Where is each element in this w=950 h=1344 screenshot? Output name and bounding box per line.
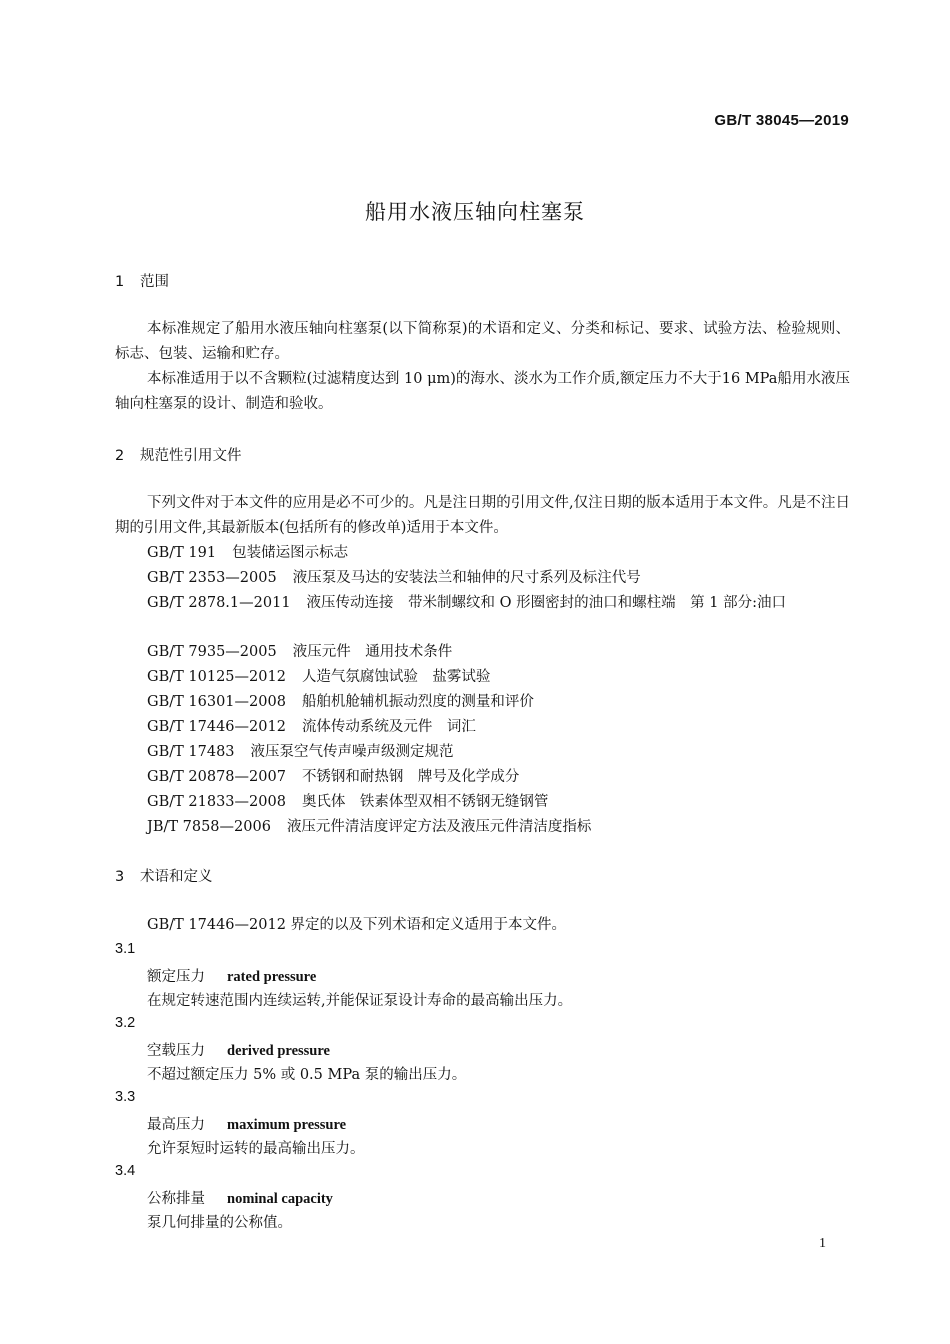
term-name-cn: 公称排量 [147, 1191, 205, 1207]
reference-code: GB/T 17483 [147, 744, 235, 760]
term-name-en: maximum pressure [227, 1117, 347, 1133]
reference-code: GB/T 21833—2008 [147, 794, 286, 810]
section-number: 2 [115, 448, 125, 464]
reference-title: 流体传动系统及元件 词汇 [301, 719, 476, 735]
term-number: 3.1 [115, 941, 136, 957]
term-name [147, 1039, 330, 1060]
reference-item [147, 665, 490, 690]
section-2-intro: 下列文件对于本文件的应用是必不可少的。凡是注日期的引用文件,仅注日期的版本适用于本文件。凡是不注日期的引用文件,其最新版本(包括所有的修改单)适用于本文件。 [115, 495, 850, 536]
term-name-en: rated pressure [227, 969, 317, 985]
page-number: 1 [819, 1236, 826, 1251]
term-name-en: nominal capacity [227, 1191, 333, 1207]
reference-item [147, 690, 534, 715]
reference-code: GB/T 191 [147, 545, 217, 561]
term-definition: 在规定转速范围内连续运转,并能保证泵设计寿命的最高输出压力。 [147, 993, 573, 1009]
document-title: 船用水液压轴向柱塞泵 [365, 200, 585, 224]
reference-item [147, 640, 452, 665]
reference-title: 液压元件清洁度评定方法及液压元件清洁度指标 [286, 819, 592, 835]
section-3-heading [115, 865, 213, 886]
reference-title: 液压元件 通用技术条件 [292, 644, 453, 660]
term-name [147, 1187, 333, 1208]
reference-title: 液压泵空气传声噪声级测定规范 [250, 744, 454, 760]
reference-code: JB/T 7858—2006 [147, 819, 271, 835]
reference-item [147, 566, 641, 591]
term-name [147, 1113, 346, 1134]
reference-title: 船舶机舱辅机振动烈度的测量和评价 [301, 694, 534, 710]
term-number: 3.4 [115, 1163, 136, 1179]
section-title: 术语和定义 [140, 869, 213, 885]
reference-code: GB/T 2878.1—2011 [147, 595, 291, 611]
term-name-cn: 额定压力 [147, 969, 205, 985]
reference-code: GB/T 20878—2007 [147, 769, 286, 785]
section-title: 规范性引用文件 [140, 448, 242, 464]
term-name-en: derived pressure [227, 1043, 330, 1059]
section-title: 范围 [140, 274, 169, 290]
term-name [147, 965, 316, 986]
reference-code: GB/T 10125—2012 [147, 669, 286, 685]
reference-item [147, 765, 519, 790]
section-1-heading [115, 270, 169, 291]
reference-title: 液压泵及马达的安装法兰和轴伸的尺寸系列及标注代号 [292, 570, 641, 586]
reference-item [115, 591, 850, 616]
term-number: 3.3 [115, 1089, 136, 1105]
reference-item [147, 541, 348, 566]
term-definition: 泵几何排量的公称值。 [147, 1215, 292, 1231]
section-1-paragraph-1: 本标准规定了船用水液压轴向柱塞泵(以下简称泵)的术语和定义、分类和标记、要求、试验方法、检验规则、标志、包装、运输和贮存。 [115, 321, 850, 362]
reference-code: GB/T 17446—2012 [147, 719, 286, 735]
reference-title: 液压传动连接 带米制螺纹和 O 形圈密封的油口和螺柱端 第 1 部分:油口 [306, 595, 786, 611]
reference-item [147, 815, 591, 840]
standard-number: GB/T 38045—2019 [714, 112, 849, 129]
section-2-heading [115, 444, 242, 465]
section-1-paragraph-2: 本标准适用于以不含颗粒(过滤精度达到 10 μm)的海水、淡水为工作介质,额定压力不大于16 MPa船用水液压轴向柱塞泵的设计、制造和验收。 [115, 371, 850, 412]
reference-title: 包装储运图示标志 [232, 545, 349, 561]
term-definition: 允许泵短时运转的最高输出压力。 [147, 1141, 365, 1157]
section-3-intro: GB/T 17446—2012 界定的以及下列术语和定义适用于本文件。 [147, 917, 567, 933]
term-name-cn: 最高压力 [147, 1117, 205, 1133]
reference-code: GB/T 7935—2005 [147, 644, 277, 660]
reference-item [147, 715, 476, 740]
term-definition: 不超过额定压力 5% 或 0.5 MPa 泵的输出压力。 [147, 1067, 467, 1083]
section-number: 1 [115, 274, 125, 290]
reference-title: 奥氏体 铁素体型双相不锈钢无缝钢管 [301, 794, 549, 810]
reference-item [147, 740, 454, 765]
reference-code: GB/T 2353—2005 [147, 570, 277, 586]
reference-title: 不锈钢和耐热钢 牌号及化学成分 [301, 769, 520, 785]
reference-title: 人造气氛腐蚀试验 盐雾试验 [301, 669, 491, 685]
term-name-cn: 空载压力 [147, 1043, 205, 1059]
reference-code: GB/T 16301—2008 [147, 694, 286, 710]
section-number: 3 [115, 869, 125, 885]
reference-item [147, 790, 548, 815]
term-number: 3.2 [115, 1015, 136, 1031]
